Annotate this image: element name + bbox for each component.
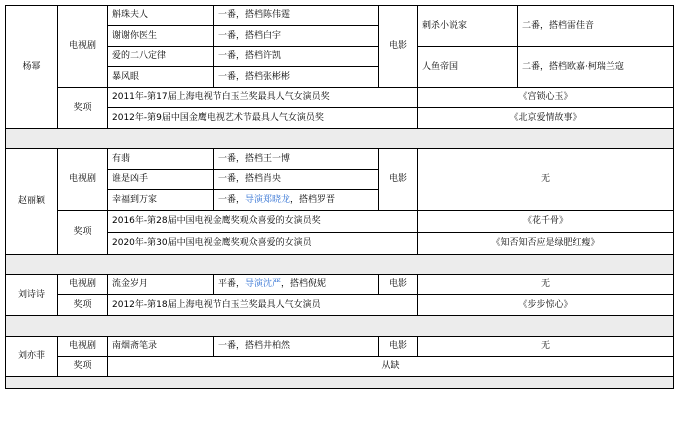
awards-label: 奖项 xyxy=(58,357,108,377)
film-title: 人鱼帝国 xyxy=(418,47,518,88)
role-suffix: ，搭档倪妮 xyxy=(281,279,327,289)
tv-title: 幸福到万家 xyxy=(108,190,214,211)
tv-role: 一番，搭档王一博 xyxy=(214,149,379,170)
separator xyxy=(6,129,674,149)
tv-label: 电视剧 xyxy=(58,275,108,295)
film-label: 电影 xyxy=(379,6,418,88)
film-label: 电影 xyxy=(379,275,418,295)
awards-label: 奖项 xyxy=(58,211,108,255)
role-prefix: 一番， xyxy=(218,194,246,205)
role-prefix: 平番， xyxy=(218,279,246,289)
tv-title: 谁是凶手 xyxy=(108,170,214,190)
tv-title: 斛珠夫人 xyxy=(108,6,214,26)
tv-role: 一番，搭档陈伟霆 xyxy=(214,6,379,26)
separator xyxy=(6,316,674,337)
separator-row xyxy=(6,316,674,337)
zhaoliying-row-1 xyxy=(6,149,674,170)
tv-role: 一番，搭档肖央 xyxy=(214,170,379,190)
tv-title: 南烟斋笔录 xyxy=(108,337,214,357)
bottom-row xyxy=(6,377,674,389)
liuyifei-award-row xyxy=(6,357,674,377)
zhaoliying-award-row-1 xyxy=(6,211,674,233)
film-role: 二番，搭档雷佳音 xyxy=(518,6,674,47)
award-missing: 从缺 xyxy=(108,357,674,377)
award-name: 2011年-第17届上海电视节白玉兰奖最具人气女演员奖 xyxy=(108,88,418,108)
tv-role: 一番，搭档许凯 xyxy=(214,47,379,67)
tv-label: 电视剧 xyxy=(58,149,108,211)
awards-label: 奖项 xyxy=(58,88,108,129)
tv-role xyxy=(214,275,379,295)
film-none: 无 xyxy=(418,149,674,211)
award-work: 《北京爱情故事》 xyxy=(418,108,674,129)
separator-row xyxy=(6,129,674,149)
tv-label: 电视剧 xyxy=(58,6,108,88)
award-work: 《花千骨》 xyxy=(418,211,674,233)
tv-title: 流金岁月 xyxy=(108,275,214,295)
liuyifei-row-1 xyxy=(6,337,674,357)
film-label: 电影 xyxy=(379,337,418,357)
award-work: 《步步惊心》 xyxy=(418,295,674,316)
tv-role xyxy=(214,190,379,211)
liushishi-row-1 xyxy=(6,275,674,295)
role-suffix: ，搭档罗晋 xyxy=(290,194,336,205)
tv-title: 暴风眼 xyxy=(108,67,214,88)
director-link[interactable]: 导演沈严 xyxy=(245,279,282,289)
award-name: 2012年-第18届上海电视节白玉兰奖最具人气女演员 xyxy=(108,295,418,316)
film-none: 无 xyxy=(418,337,674,357)
actress-comparison-table xyxy=(5,5,674,389)
film-role: 二番，搭档欧嘉·柯瑞兰寇 xyxy=(518,47,674,88)
actress-name-liushishi: 刘诗诗 xyxy=(6,275,58,316)
tv-title: 谢谢你医生 xyxy=(108,26,214,47)
liushishi-award-row xyxy=(6,295,674,316)
separator xyxy=(6,255,674,275)
bottom-filler xyxy=(6,377,674,389)
film-none: 无 xyxy=(418,275,674,295)
yangmi-row-1 xyxy=(6,6,674,26)
director-link[interactable]: 导演郑晓龙 xyxy=(245,194,291,205)
separator-row xyxy=(6,255,674,275)
award-work: 《知否知否应是绿肥红瘦》 xyxy=(418,233,674,255)
yangmi-award-row-1 xyxy=(6,88,674,108)
tv-title: 有翡 xyxy=(108,149,214,170)
film-title: 刺杀小说家 xyxy=(418,6,518,47)
tv-label: 电视剧 xyxy=(58,337,108,357)
tv-role: 一番，搭档井柏然 xyxy=(214,337,379,357)
actress-name-liuyifei: 刘亦菲 xyxy=(6,337,58,377)
tv-role: 一番，搭档张彬彬 xyxy=(214,67,379,88)
award-name: 2012年-第9届中国金鹰电视艺术节最具人气女演员奖 xyxy=(108,108,418,129)
film-label: 电影 xyxy=(379,149,418,211)
award-work: 《宫锁心玉》 xyxy=(418,88,674,108)
actress-name-yangmi: 杨幂 xyxy=(6,6,58,129)
awards-label: 奖项 xyxy=(58,295,108,316)
award-name: 2020年-第30届中国电视金鹰奖观众喜爱的女演员 xyxy=(108,233,418,255)
actress-name-zhaoliying: 赵丽颖 xyxy=(6,149,58,255)
tv-title: 爱的二八定律 xyxy=(108,47,214,67)
award-name: 2016年-第28届中国电视金鹰奖观众喜爱的女演员奖 xyxy=(108,211,418,233)
tv-role: 一番，搭档白宇 xyxy=(214,26,379,47)
